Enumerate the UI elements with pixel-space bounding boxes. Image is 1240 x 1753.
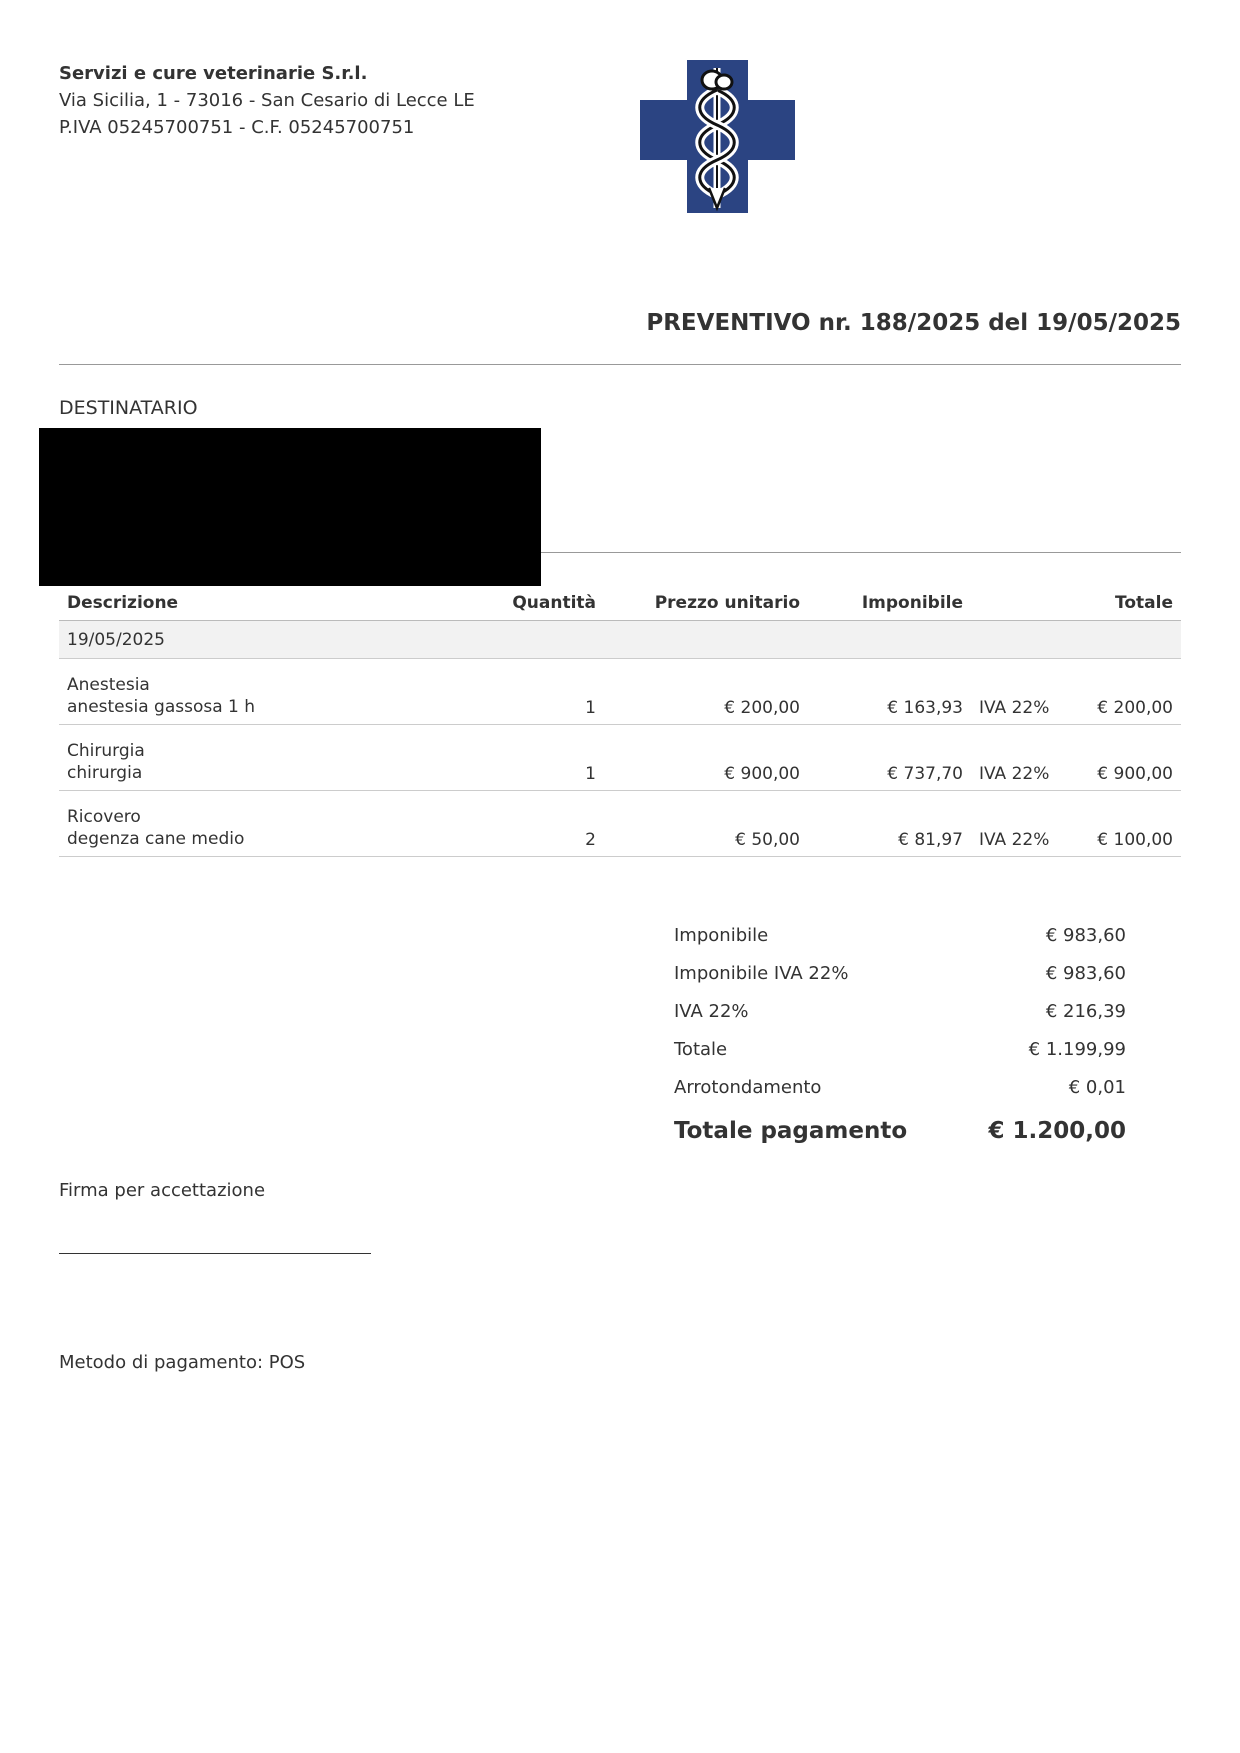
- item-unit-price: € 50,00: [604, 791, 808, 857]
- signature-line: [59, 1253, 371, 1254]
- header-quantity: Quantità: [459, 586, 604, 621]
- company-tax-ids: P.IVA 05245700751 - C.F. 05245700751: [59, 117, 415, 138]
- totals-row-rounding: [674, 1069, 1126, 1107]
- header-unit-price: Prezzo unitario: [604, 586, 808, 621]
- redacted-recipient-block: [39, 428, 541, 586]
- totals-row-total: [674, 1031, 1126, 1069]
- item-detail: anestesia gassosa 1 h: [67, 697, 256, 717]
- item-taxable: € 81,97: [808, 791, 971, 857]
- item-total: € 200,00: [1061, 659, 1181, 725]
- item-detail: degenza cane medio: [67, 829, 245, 849]
- payment-method: Metodo di pagamento: POS: [59, 1352, 306, 1373]
- totals-label: Totale: [674, 1039, 728, 1060]
- totals-value: € 1.199,99: [1028, 1039, 1126, 1060]
- table-row: [59, 725, 1181, 791]
- veterinary-caduceus-cross-icon: [640, 60, 795, 213]
- table-header-row: [59, 586, 1181, 621]
- item-taxable: € 163,93: [808, 659, 971, 725]
- date-group-row: [59, 621, 1181, 659]
- totals-summary: [674, 917, 1126, 1155]
- item-total: € 900,00: [1061, 725, 1181, 791]
- item-description: [59, 791, 459, 857]
- recipient-label: DESTINATARIO: [59, 397, 198, 419]
- item-vat: IVA 22%: [971, 659, 1061, 725]
- table-row: [59, 659, 1181, 725]
- grand-total-value: € 1.200,00: [988, 1118, 1126, 1144]
- totals-label: IVA 22%: [674, 1001, 749, 1022]
- item-vat: IVA 22%: [971, 791, 1061, 857]
- totals-row-taxable: [674, 917, 1126, 955]
- document-title: PREVENTIVO nr. 188/2025 del 19/05/2025: [646, 310, 1181, 336]
- date-group-label: 19/05/2025: [59, 621, 1181, 659]
- company-info: [59, 60, 475, 141]
- item-detail: chirurgia: [67, 763, 143, 783]
- item-description: [59, 725, 459, 791]
- grand-total-label: Totale pagamento: [674, 1118, 908, 1144]
- signature-label: Firma per accettazione: [59, 1180, 266, 1201]
- header-description: Descrizione: [59, 586, 459, 621]
- quote-items-table: [59, 586, 1181, 857]
- header-divider: [59, 364, 1181, 365]
- grand-total-row: [674, 1107, 1126, 1155]
- header-total: Totale: [1061, 586, 1181, 621]
- totals-label: Arrotondamento: [674, 1077, 822, 1098]
- totals-value: € 983,60: [1045, 925, 1126, 946]
- totals-value: € 216,39: [1045, 1001, 1126, 1022]
- item-quantity: 1: [459, 725, 604, 791]
- company-name: Servizi e cure veterinarie S.r.l.: [59, 63, 368, 84]
- totals-value: € 983,60: [1045, 963, 1126, 984]
- item-category: Anestesia: [67, 675, 150, 695]
- item-total: € 100,00: [1061, 791, 1181, 857]
- header-taxable: Imponibile: [808, 586, 971, 621]
- totals-row-taxable-vat: [674, 955, 1126, 993]
- totals-label: Imponibile: [674, 925, 769, 946]
- company-address: Via Sicilia, 1 - 73016 - San Cesario di Lecce LE: [59, 90, 475, 111]
- item-category: Chirurgia: [67, 741, 145, 761]
- item-vat: IVA 22%: [971, 725, 1061, 791]
- item-taxable: € 737,70: [808, 725, 971, 791]
- totals-label: Imponibile IVA 22%: [674, 963, 849, 984]
- item-quantity: 2: [459, 791, 604, 857]
- item-unit-price: € 200,00: [604, 659, 808, 725]
- item-description: [59, 659, 459, 725]
- totals-row-vat: [674, 993, 1126, 1031]
- table-row: [59, 791, 1181, 857]
- item-unit-price: € 900,00: [604, 725, 808, 791]
- header-vat: [971, 586, 1061, 621]
- totals-value: € 0,01: [1068, 1077, 1126, 1098]
- item-quantity: 1: [459, 659, 604, 725]
- item-category: Ricovero: [67, 807, 141, 827]
